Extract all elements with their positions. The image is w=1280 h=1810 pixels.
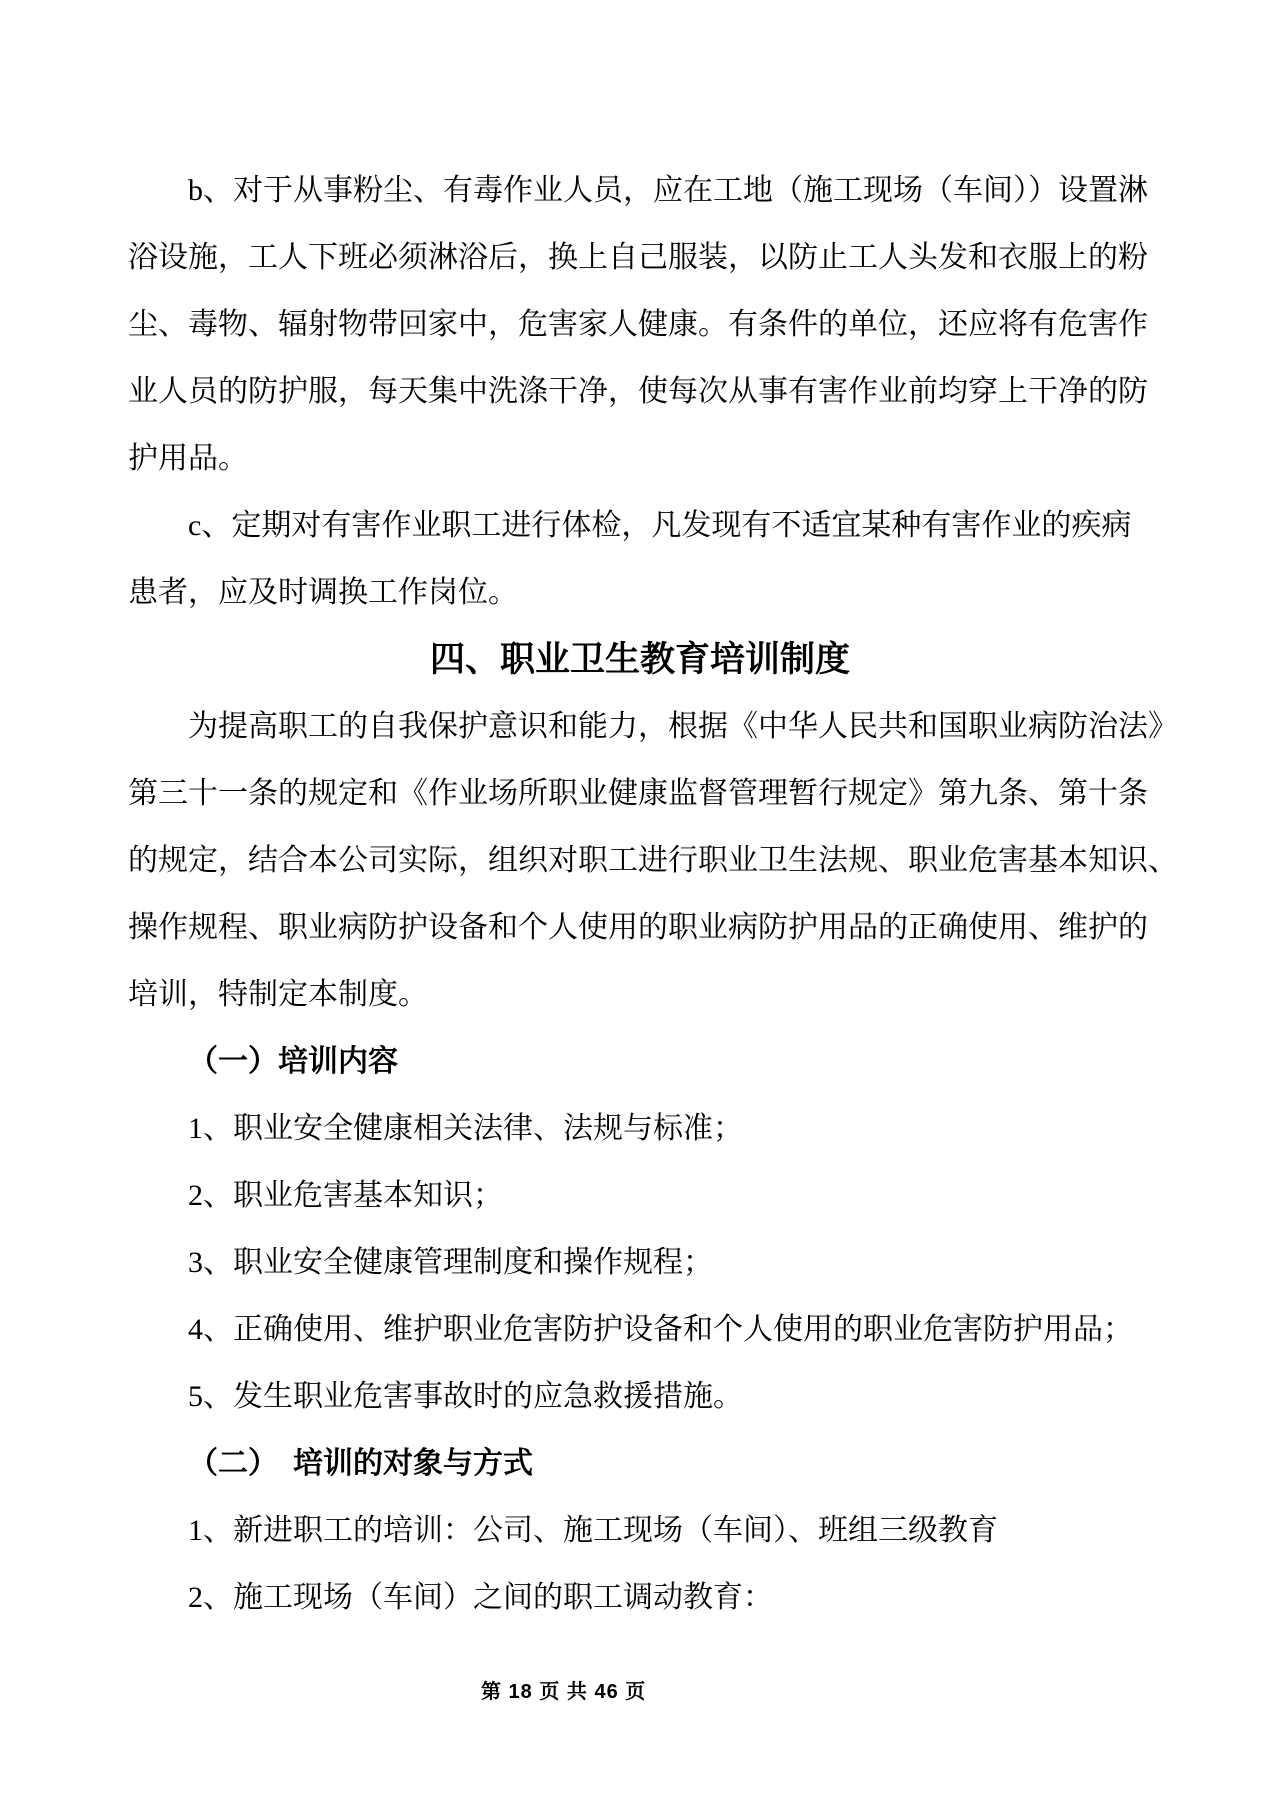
- text-line: 操作规程、职业病防护设备和个人使用的职业病防护用品的正确使用、维护的: [128, 911, 1148, 944]
- text-line: 培训，特制定本制度。: [128, 978, 428, 1011]
- text-line: 护用品。: [128, 442, 248, 475]
- list-item: 1、新进职工的培训：公司、施工现场（车间）、班组三级教育: [188, 1514, 998, 1547]
- list-item: 1、职业安全健康相关法律、法规与标准；: [188, 1112, 743, 1145]
- list-item: 2、职业危害基本知识；: [188, 1179, 503, 1212]
- list-item: 3、职业安全健康管理制度和操作规程；: [188, 1246, 713, 1279]
- text-line: b、对于从事粉尘、有毒作业人员，应在工地（施工现场（车间））设置淋: [188, 174, 1148, 207]
- text-line: 业人员的防护服，每天集中洗涤干净，使每次从事有害作业前均穿上干净的防: [128, 375, 1148, 408]
- sub-heading: （二） 培训的对象与方式: [188, 1447, 533, 1480]
- list-item: 2、施工现场（车间）之间的职工调动教育：: [188, 1581, 773, 1614]
- section-heading: 四、职业卫生教育培训制度: [429, 640, 850, 679]
- text-line: 浴设施，工人下班必须淋浴后，换上自己服装，以防止工人头发和衣服上的粉: [128, 241, 1148, 274]
- sub-heading: （一）培训内容: [188, 1045, 398, 1078]
- text-line: 患者，应及时调换工作岗位。: [128, 576, 518, 609]
- text-line: 尘、毒物、辐射物带回家中，危害家人健康。有条件的单位，还应将有危害作: [128, 308, 1148, 341]
- list-item: 4、正确使用、维护职业危害防护设备和个人使用的职业危害防护用品；: [188, 1313, 1133, 1346]
- document-content: [128, 157, 1178, 1631]
- page-number-footer: 第 18 页 共 46 页: [481, 1681, 647, 1703]
- text-line: 第三十一条的规定和《作业场所职业健康监督管理暂行规定》第九条、第十条: [128, 777, 1148, 810]
- list-item: 5、发生职业危害事故时的应急救援措施。: [188, 1380, 743, 1413]
- text-line: 为提高职工的自我保护意识和能力，根据《中华人民共和国职业病防治法》: [188, 710, 1178, 743]
- text-line: 的规定，结合本公司实际，组织对职工进行职业卫生法规、职业危害基本知识、: [128, 844, 1178, 877]
- text-line: c、定期对有害作业职工进行体检，凡发现有不适宜某种有害作业的疾病: [188, 509, 1132, 542]
